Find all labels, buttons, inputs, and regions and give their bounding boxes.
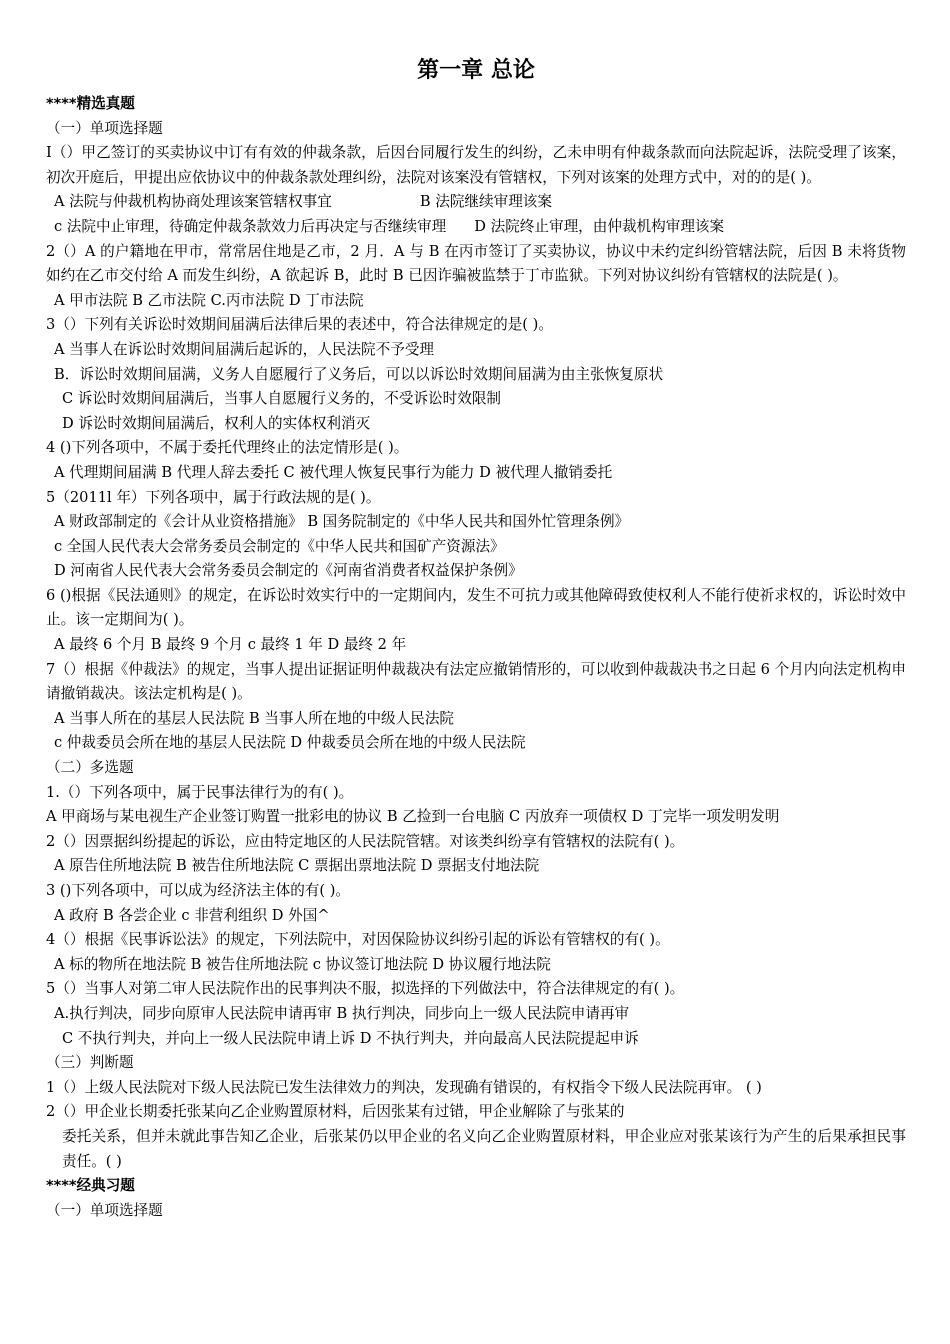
- multi-question-4-options: A 标的物所在地法院 B 被告住所地法院 c 协议签订地法院 D 协议履行地法院: [54, 955, 551, 973]
- multi-question-5-options-cd: C 不执行判夬，并向上一级人民法院申请上诉 D 不执行判夬，并向最高人民法院提起申诉: [62, 1029, 639, 1047]
- section-heading-classic-exercises: ****经典习题: [46, 1177, 135, 1195]
- multi-question-2: 2（）因票据纠纷提起的诉讼，应由特定地区的人民法院管辖。对该类纠纷享有管辖权的法院有( )。: [46, 832, 685, 850]
- question-type-true-false: （三）判断题: [46, 1054, 134, 1072]
- question-2: 2（）A 的户籍地在甲市，常常居住地是乙市，2 月．A 与 B 在丙市签订了买卖协议，协议中未约定纠纷管辖法院，后因 B 未将货物如约在乙市交付给 A 而发生纠纷，A 欲起诉 B，此时 B 已因诈骗被监禁于丁市监狱。下列对协议纠纷有管辖权的法院是( )。: [46, 242, 906, 285]
- question-1-options-cd: [46, 215, 906, 240]
- multi-question-3-options: A 政府 B 各尝企业 c 非营利组织 D 外国^: [54, 906, 330, 924]
- multi-question-4: 4（）根据《民事诉讼法》的规定，下列法院中，对因保险协议纠纷引起的诉讼有管辖权的有( )。: [46, 931, 670, 949]
- question-type-single-choice: （一）单项选择题: [46, 119, 163, 137]
- question-1-option-b: B 法院继续审理该案: [419, 193, 552, 211]
- question-6-options: A 最终 6 个月 B 最终 9 个月 c 最终 1 年 D 最终 2 年: [54, 636, 407, 654]
- question-1-option-a: A 法院与仲裁机构协商处理该案管辖权事宜: [54, 193, 332, 211]
- multi-question-2-options: A 原告住所地法院 B 被告住所地法院 C 票据出票地法院 D 票据支付地法院: [54, 857, 540, 875]
- question-5-option-d: D 河南省人民代表大会常务委员会制定的《河南省消费者权益保护条例》: [54, 562, 523, 580]
- question-1-option-d: D 法院终止审理，由仲裁机构审理该案: [474, 217, 725, 235]
- question-4: 4 ()下列各项中，不属于委托代理终止的法定情形是( )。: [46, 439, 409, 457]
- multi-question-1-options: A 甲商场与某电视生产企业签订购置一批彩电的协议 B 乙捡到一台电脑 C 丙放弃一项债权 D 丁完毕一项发明发明: [46, 808, 780, 826]
- multi-question-5-options-ab: A.执行判决，同步向原审人民法院申请再审 B 执行判决，同步向上一级人民法院申请再审: [54, 1004, 630, 1022]
- section-heading-selected-exam: ****精选真题: [46, 95, 135, 112]
- multi-question-1: 1.（）下列各项中，属于民事法律行为的有( )。: [46, 783, 354, 801]
- question-5-option-c: c 全国人民代表大会常务委员会制定的《中华人民共和国矿产资源法》: [54, 537, 505, 555]
- question-5: 5（2011l 年）下列各项中，属于行政法规的是( )。: [46, 488, 381, 506]
- question-4-options: A 代理期间届满 B 代理人辞去委托 C 被代理人恢复民事行为能力 D 被代理人撤销委托: [54, 463, 613, 481]
- question-1: I（）甲乙签订的买卖协议中订有有效的仲裁条款，后因台同履行发生的纠纷，乙未申明有仲裁条款而向法院起诉，法院受理了该案，初次开庭后，甲提出应依协议中的仲裁条款处理纠纷，法院对该案没有管辖权，下列对该案的处理方式中，对的的是( )。: [46, 144, 906, 186]
- question-2-options: A 甲市法院 B 乙市法院 C.丙市法院 D 丁市法院: [54, 291, 364, 309]
- question-7-options-ab: A 当事人所在的基层人民法院 B 当事人所在地的中级人民法院: [54, 709, 455, 727]
- judge-question-1: 1（）上级人民法院对下级人民法院已发生法律效力的判决，发现确有错误的，有权指令下级人民法院再审。 ( ): [46, 1078, 762, 1096]
- judge-question-2: 2（）甲企业长期委托张某向乙企业购置原材料，后因张某有过错，甲企业解除了与张某的: [46, 1103, 625, 1121]
- question-1-options-ab: [46, 190, 906, 215]
- question-3: 3（）下列有关诉讼时效期间届满后法律后果的表述中，符合法律规定的是( )。: [46, 316, 553, 334]
- question-1-option-c: c 法院中止审理，待确定仲裁条款效力后再决定与否继续审理: [54, 217, 447, 235]
- question-5-options-ab: A 财政部制定的《会计从业资格措施》 B 国务院制定的《中华人民共和国外忙管理条例》: [54, 513, 630, 531]
- multi-question-3: 3 ()下列各项中，可以成为经济法主体的有( )。: [46, 882, 351, 899]
- question-type-single-choice-2: （一）单项选择题: [46, 1201, 163, 1219]
- question-3-option-d: D 诉讼时效期间届满后，权利人的实体权利消灭: [62, 414, 371, 432]
- question-3-option-c: C 诉讼时效期间届满后，当事人自愿履行义务的，不受诉讼时效限制: [62, 390, 502, 408]
- multi-question-5: 5（）当事人对第二审人民法院作出的民事判决不服，拟选择的下列做法中，符合法律规定的有( )。: [46, 980, 685, 998]
- question-7: 7（）根据《仲裁法》的规定，当事人提出证据证明仲裁裁决有法定应撤销情形的，可以收到仲裁裁决书之日起 6 个月内向法定机构申请撤销裁决。该法定机构是( )。: [46, 660, 906, 703]
- judge-question-2-continued: 委托关系，但并未就此事告知乙企业，后张某仍以甲企业的名义向乙企业购置原材料，甲企业应对张某该行为产生的后果承担民事责任。( ): [62, 1127, 906, 1170]
- question-6: 6 ()根据《民法通则》的规定，在诉讼时效实行中的一定期间内，发生不可抗力或其他障碍致使权利人不能行使祈求权的，诉讼时效中止。该一定期间为( )。: [46, 586, 906, 629]
- question-3-option-a: A 当事人在诉讼时效期间届满后起诉的，人民法院不予受理: [54, 340, 435, 358]
- question-7-options-cd: c 仲裁委员会所在地的基层人民法院 D 仲裁委员会所在地的中级人民法院: [54, 734, 526, 752]
- page-title: 第一章 总论: [417, 58, 535, 83]
- question-3-option-b: B．诉讼时效期间届满，义务人自愿履行了义务后，可以以诉讼时效期间届满为由主张恢复原状: [54, 365, 664, 383]
- question-type-multiple-choice: （二）多选题: [46, 759, 134, 777]
